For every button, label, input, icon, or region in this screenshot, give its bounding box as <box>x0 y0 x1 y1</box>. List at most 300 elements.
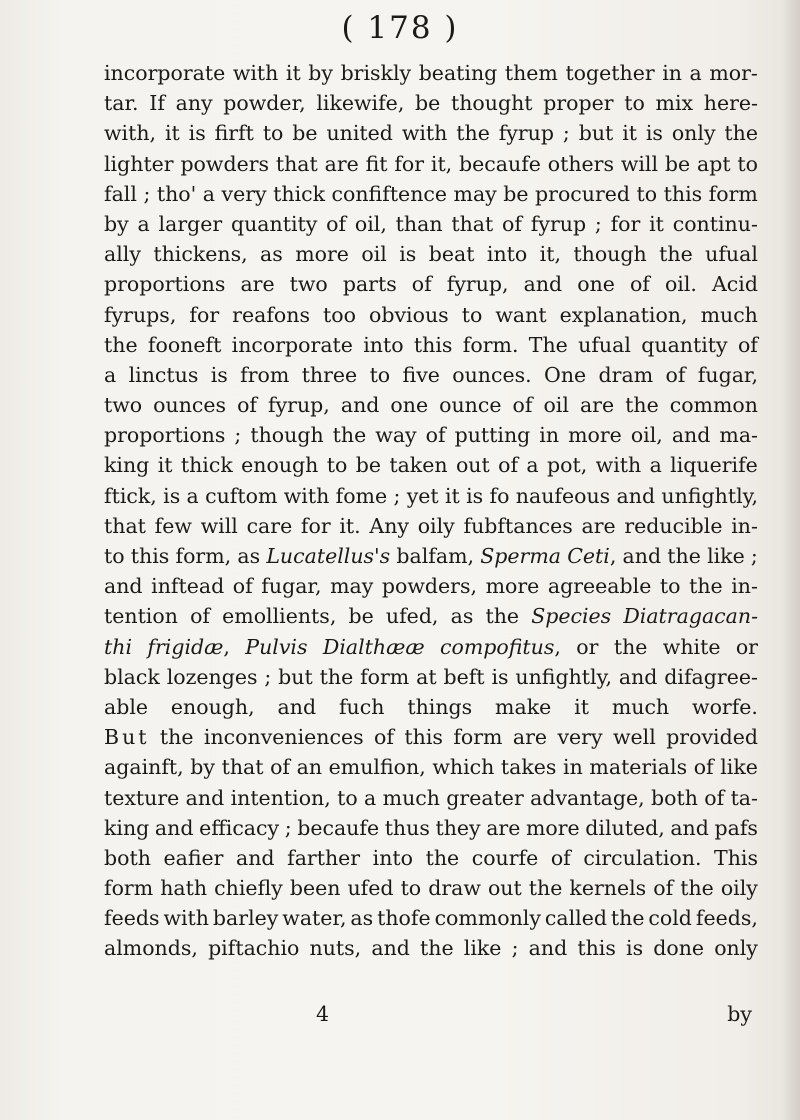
text: obvious <box>369 302 449 327</box>
word <box>231 209 317 239</box>
text: farther <box>287 845 361 870</box>
word <box>621 149 658 179</box>
word <box>163 843 223 873</box>
text: like <box>720 755 758 780</box>
word <box>186 783 225 813</box>
text: proper <box>543 91 614 116</box>
text: form, <box>175 544 232 568</box>
text: or <box>735 634 758 659</box>
word <box>348 601 373 631</box>
word <box>451 601 474 631</box>
word <box>104 330 138 360</box>
text: ma- <box>719 423 758 448</box>
word <box>222 752 264 782</box>
word <box>574 692 589 722</box>
word <box>284 481 330 511</box>
word <box>308 58 333 88</box>
word <box>237 390 257 420</box>
text: are <box>324 151 359 176</box>
word <box>263 118 284 148</box>
text: is <box>210 362 228 387</box>
word <box>637 179 658 209</box>
text: unfightly, <box>661 483 758 508</box>
text: form. <box>462 332 519 357</box>
word <box>153 239 247 269</box>
text-line <box>104 390 758 420</box>
text: becaufe <box>459 151 541 176</box>
word <box>167 662 258 692</box>
text: and <box>671 423 711 448</box>
italic-text: thi <box>104 634 132 659</box>
word <box>320 662 354 692</box>
text: this <box>130 544 170 568</box>
text: it <box>164 121 180 146</box>
text: and <box>618 664 658 689</box>
word <box>672 118 716 148</box>
text: to <box>369 362 391 387</box>
word <box>286 58 301 88</box>
word <box>557 722 602 752</box>
text: with, <box>104 121 157 146</box>
text: it. <box>339 513 361 538</box>
word <box>665 149 690 179</box>
word <box>363 330 403 360</box>
word <box>485 601 519 631</box>
text: in <box>662 61 682 85</box>
word <box>420 933 454 963</box>
text: confiftence <box>331 181 448 206</box>
word <box>714 813 757 843</box>
word <box>613 722 656 752</box>
word <box>412 269 432 299</box>
word <box>104 420 225 450</box>
text: a <box>202 181 216 206</box>
word <box>361 239 386 269</box>
text: an <box>296 755 323 780</box>
text: ; <box>234 423 242 448</box>
word <box>373 843 413 873</box>
word <box>104 149 174 179</box>
word <box>545 903 607 933</box>
word <box>650 450 662 480</box>
text: called <box>544 906 607 931</box>
word <box>653 933 704 963</box>
text: it <box>622 121 637 146</box>
word <box>599 360 654 390</box>
word <box>104 662 160 692</box>
word <box>568 420 622 450</box>
word <box>157 179 196 209</box>
word <box>155 813 194 843</box>
word <box>429 239 475 269</box>
word <box>203 179 215 209</box>
word <box>426 843 460 873</box>
text: more <box>295 242 349 267</box>
text: and <box>104 574 143 599</box>
text: the <box>159 725 194 750</box>
text-line <box>104 88 758 118</box>
word <box>623 541 662 571</box>
word <box>445 481 460 511</box>
word <box>369 511 409 541</box>
word <box>714 933 758 963</box>
text: incorporate <box>231 332 353 357</box>
text: though <box>250 423 324 448</box>
word <box>631 420 663 450</box>
text: and <box>523 272 563 297</box>
word <box>386 601 439 631</box>
word <box>385 813 430 843</box>
text: enough <box>241 453 319 478</box>
text: intention, <box>230 785 331 810</box>
word <box>428 873 481 903</box>
text: emulfion, <box>328 755 426 780</box>
word <box>232 300 310 330</box>
text: texture <box>104 785 180 810</box>
text: that <box>104 513 146 538</box>
text: as <box>350 906 374 931</box>
text: procured <box>535 181 631 206</box>
text: ta- <box>730 785 758 810</box>
text-line <box>104 360 758 390</box>
word <box>512 933 519 963</box>
text: it <box>649 211 664 236</box>
text: be <box>292 121 318 146</box>
word <box>547 450 587 480</box>
text: may <box>330 574 374 599</box>
text: enough, <box>170 694 255 719</box>
text: is <box>163 483 181 508</box>
text: things <box>407 694 473 719</box>
word <box>452 360 531 390</box>
text: becaufe <box>297 815 380 840</box>
text: together <box>565 61 655 85</box>
word <box>131 541 170 571</box>
word <box>692 692 758 722</box>
text: are <box>581 513 616 538</box>
text: more <box>525 815 580 840</box>
page-edge-shadow <box>782 0 800 1120</box>
word <box>237 541 260 571</box>
italic-text: frigidæ <box>147 634 224 659</box>
text: thus <box>384 815 430 840</box>
word <box>332 179 447 209</box>
text-line <box>104 903 758 933</box>
text-line <box>104 330 758 360</box>
word <box>104 843 151 873</box>
text: only <box>671 121 716 146</box>
text: beft <box>443 664 485 689</box>
text: emollients, <box>222 604 337 629</box>
word <box>350 903 373 933</box>
word <box>240 269 274 299</box>
word <box>439 390 501 420</box>
text: nuts, <box>309 936 362 961</box>
text: oil, <box>630 423 663 448</box>
word <box>529 873 563 903</box>
word <box>672 420 711 450</box>
text: from <box>240 362 290 387</box>
text: more <box>568 423 622 448</box>
text: pot, <box>547 453 588 478</box>
text: black <box>104 664 160 689</box>
text: the <box>104 332 138 357</box>
text: three <box>301 362 358 387</box>
word <box>576 632 598 662</box>
word <box>401 873 422 903</box>
text: apt <box>696 151 731 176</box>
text: more <box>485 574 540 599</box>
word <box>486 571 540 601</box>
word <box>104 933 198 963</box>
word <box>264 662 271 692</box>
word <box>670 390 758 420</box>
word <box>502 209 522 239</box>
word <box>329 752 426 782</box>
text: with <box>401 121 448 146</box>
word <box>641 330 727 360</box>
word <box>505 58 558 88</box>
word <box>589 752 687 782</box>
text: fugar, <box>697 362 758 387</box>
word <box>443 662 484 692</box>
text: is <box>399 242 417 267</box>
word <box>516 481 610 511</box>
word <box>426 420 446 450</box>
word <box>416 662 436 692</box>
text: way <box>375 423 417 448</box>
word <box>399 239 416 269</box>
text: But <box>104 725 150 750</box>
text: fooneft <box>147 332 222 357</box>
text: thick <box>273 181 326 206</box>
text: If <box>149 91 165 116</box>
word <box>419 58 498 88</box>
text-line <box>104 843 758 873</box>
word <box>663 632 721 662</box>
word <box>273 179 325 209</box>
text: piftachio <box>208 936 300 961</box>
text-line <box>104 692 758 722</box>
word <box>337 783 358 813</box>
text: for <box>610 211 641 236</box>
word <box>240 360 289 390</box>
word <box>495 300 546 330</box>
text: of <box>498 453 519 478</box>
word <box>407 692 472 722</box>
text: and <box>154 815 194 840</box>
text: a <box>186 483 199 508</box>
word <box>153 390 226 420</box>
text: dram <box>598 362 654 387</box>
word <box>548 571 651 601</box>
word <box>404 722 443 752</box>
text: proportions <box>104 272 226 297</box>
word <box>548 149 614 179</box>
text: balfam, <box>396 544 475 568</box>
text: naufeous <box>515 483 611 508</box>
word <box>578 330 631 360</box>
word <box>190 601 210 631</box>
text: too <box>323 302 356 327</box>
text: ; <box>143 181 151 206</box>
word <box>104 300 176 330</box>
text: done <box>653 936 705 961</box>
text: but <box>578 121 614 146</box>
word <box>515 662 612 692</box>
text-line <box>104 300 758 330</box>
word <box>297 813 379 843</box>
text: quantity <box>230 211 318 236</box>
text-line <box>104 752 758 782</box>
text: very <box>221 181 267 206</box>
word <box>719 420 758 450</box>
text: fubftances <box>463 513 573 538</box>
word <box>432 752 494 782</box>
word <box>673 209 758 239</box>
text: oil <box>361 242 387 267</box>
italic-text: Lucatellus's <box>266 544 391 568</box>
word <box>341 58 412 88</box>
text: want <box>495 302 547 327</box>
word <box>495 692 551 722</box>
text: that <box>221 755 264 780</box>
word <box>104 632 132 662</box>
word <box>624 511 722 541</box>
text: are <box>512 725 548 750</box>
text: firft <box>214 121 254 146</box>
text: fyrup, <box>268 393 330 418</box>
word <box>472 843 539 873</box>
text: may <box>453 181 497 206</box>
word <box>215 118 254 148</box>
text: lozenges <box>166 664 258 689</box>
word <box>486 813 520 843</box>
word <box>375 420 416 450</box>
word <box>155 511 192 541</box>
word <box>366 149 388 179</box>
text: and <box>277 694 317 719</box>
text: eafier <box>163 845 224 870</box>
word <box>611 903 645 933</box>
word <box>241 450 318 480</box>
text: one <box>577 272 615 297</box>
text: as <box>450 604 474 629</box>
text: out <box>455 453 490 478</box>
word <box>383 783 440 813</box>
text: out <box>487 876 522 901</box>
text: in- <box>731 513 758 538</box>
word <box>171 692 255 722</box>
word <box>402 118 448 148</box>
word <box>341 390 380 420</box>
text: mor- <box>709 61 758 85</box>
text: than <box>395 211 443 236</box>
text: circulation. <box>583 845 702 870</box>
word <box>577 269 615 299</box>
word <box>301 511 331 541</box>
word <box>526 450 538 480</box>
text: the <box>610 906 645 931</box>
text: reducible <box>624 513 723 538</box>
word <box>199 813 279 843</box>
text: two <box>104 393 143 418</box>
word <box>666 360 686 390</box>
word <box>205 481 277 511</box>
text: powder, <box>223 91 306 116</box>
word <box>104 571 143 601</box>
text: as <box>260 242 283 267</box>
text: of <box>270 755 291 780</box>
text: feeds, <box>695 906 758 931</box>
word <box>223 88 305 118</box>
text: a <box>649 453 662 478</box>
text: , <box>223 634 230 659</box>
word <box>659 239 693 269</box>
word <box>651 783 698 813</box>
text: ; <box>393 483 401 508</box>
text: fall <box>104 181 137 206</box>
text: ufed <box>347 876 394 901</box>
text: difagree- <box>664 664 758 689</box>
text: liquerife <box>670 453 758 478</box>
word <box>302 360 358 390</box>
word <box>630 269 650 299</box>
word <box>499 118 554 148</box>
text: oil, <box>354 211 387 236</box>
word <box>665 269 697 299</box>
text: cuftom <box>205 483 278 508</box>
word <box>250 420 323 450</box>
text: thick <box>180 453 233 478</box>
text-line <box>104 420 758 450</box>
text: and <box>236 845 275 870</box>
word <box>464 933 502 963</box>
word <box>451 88 533 118</box>
text: be <box>664 151 691 176</box>
text: a <box>364 785 377 810</box>
text: larger <box>158 211 223 236</box>
text: agreeable <box>547 574 652 599</box>
text: common <box>669 393 758 418</box>
word <box>696 903 758 933</box>
text: with <box>283 483 330 508</box>
text-line <box>104 269 758 299</box>
word <box>389 450 447 480</box>
word <box>158 450 173 480</box>
word <box>233 58 279 88</box>
text: powders <box>180 151 270 176</box>
text: The <box>528 332 568 357</box>
word <box>701 300 758 330</box>
word <box>278 692 317 722</box>
word <box>563 118 570 148</box>
text: in <box>563 755 583 780</box>
word <box>540 239 561 269</box>
word <box>104 239 141 269</box>
word <box>531 601 611 631</box>
text: that <box>451 211 494 236</box>
word <box>297 752 322 782</box>
word <box>189 118 206 148</box>
text: the <box>420 936 454 961</box>
text: care <box>246 513 293 538</box>
word <box>260 239 283 269</box>
text: powders, <box>381 574 478 599</box>
text: fit <box>365 151 388 176</box>
text: oily <box>417 513 455 538</box>
text: almonds, <box>104 936 198 961</box>
